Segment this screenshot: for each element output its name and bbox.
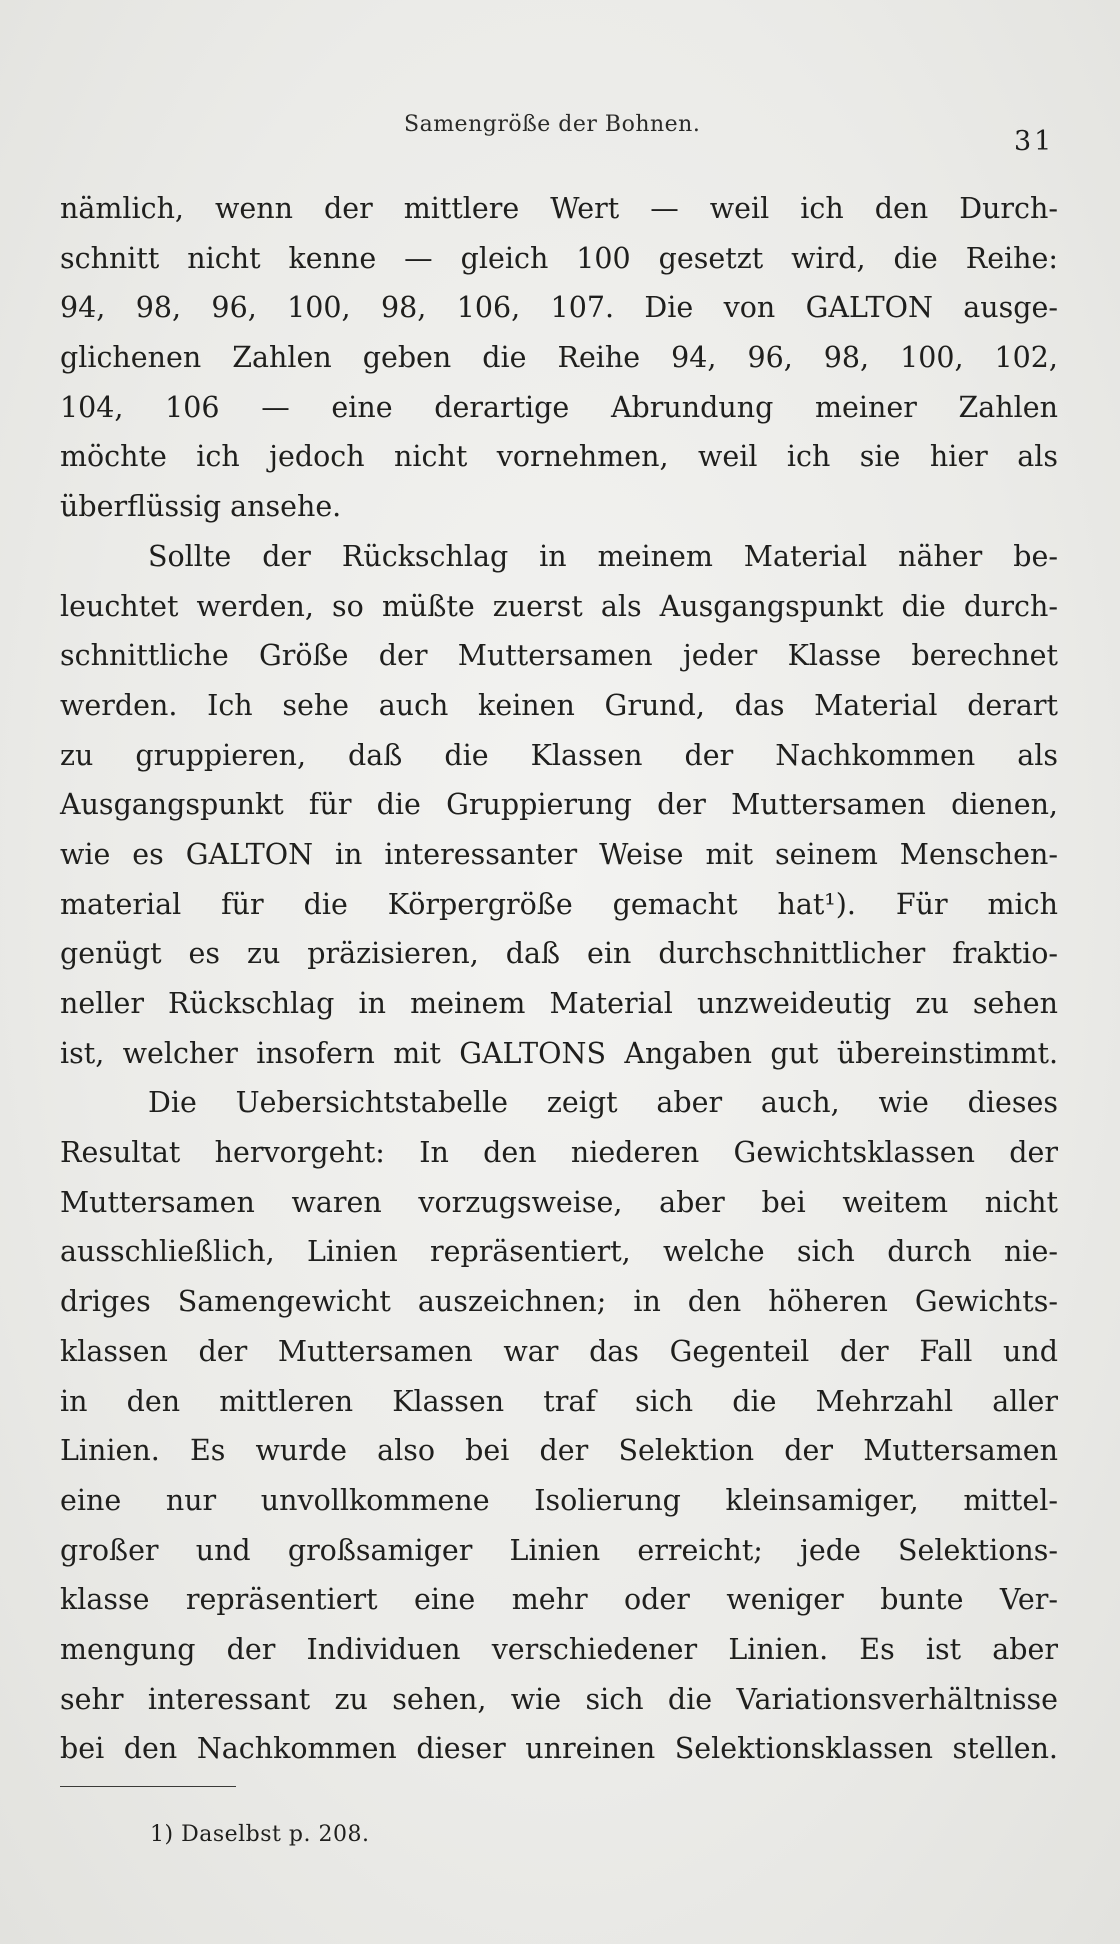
footnote-rule — [60, 1786, 236, 1787]
page-header — [0, 112, 1120, 157]
text-line: Linien. Es wurde also bei der Selektion der Muttersamen — [60, 1434, 1058, 1468]
footnote: 1) Daselbst p. 208. — [150, 1822, 370, 1847]
page-number: 31 — [1014, 126, 1055, 157]
body-text — [60, 184, 1058, 1774]
paragraph-end-line: bei den Nachkommen dieser unreinen Selektionsklassen stellen. — [60, 1732, 1058, 1766]
text-line: eine nur unvollkommene Isolierung kleinsamiger, mittel- — [60, 1483, 1058, 1517]
text-line: großer und großsamiger Linien erreicht; jede Selektions- — [60, 1533, 1058, 1567]
text-line: klassen der Muttersamen war das Gegenteil der Fall und — [60, 1334, 1058, 1368]
text-line: Resultat hervorgeht: In den niederen Gewichtsklassen der — [60, 1136, 1058, 1170]
paragraph-end-line: ist, welcher insofern mit GALTONS Angaben gut übereinstimmt. — [60, 1036, 1058, 1070]
text-line: 94, 98, 96, 100, 98, 106, 107. Die von GALTON ausge- — [60, 291, 1058, 325]
text-line: material für die Körpergröße gemacht hat¹). Für mich — [60, 887, 1058, 921]
text-line: sehr interessant zu sehen, wie sich die Variationsverhältnisse — [60, 1682, 1058, 1716]
paragraph-end-line: überflüssig ansehe. — [60, 490, 342, 524]
text-line: glichenen Zahlen geben die Reihe 94, 96, 98, 100, 102, — [60, 341, 1058, 375]
text-line: Ausgangspunkt für die Gruppierung der Muttersamen dienen, — [60, 788, 1058, 822]
text-line: in den mittleren Klassen traf sich die Mehrzahl aller — [60, 1384, 1058, 1418]
paragraph-start-line: Die Uebersichtstabelle zeigt aber auch, wie dieses — [148, 1086, 1058, 1120]
text-line: driges Samengewicht auszeichnen; in den höheren Gewichts- — [60, 1285, 1058, 1319]
text-line: schnitt nicht kenne — gleich 100 gesetzt wird, die Reihe: — [60, 241, 1058, 275]
text-line: Muttersamen waren vorzugsweise, aber bei weitem nicht — [60, 1185, 1058, 1219]
text-line: leuchtet werden, so müßte zuerst als Ausgangspunkt die durch- — [60, 589, 1058, 623]
text-line: zu gruppieren, daß die Klassen der Nachkommen als — [60, 738, 1058, 772]
running-title: Samengröße der Bohnen. — [404, 112, 701, 137]
text-line: werden. Ich sehe auch keinen Grund, das Material derart — [60, 688, 1058, 722]
text-line: wie es GALTON in interessanter Weise mit seinem Menschen- — [60, 837, 1058, 871]
text-line: möchte ich jedoch nicht vornehmen, weil ich sie hier als — [60, 440, 1058, 474]
text-line: klasse repräsentiert eine mehr oder weniger bunte Ver- — [60, 1583, 1058, 1617]
text-line: nämlich, wenn der mittlere Wert — weil ich den Durch- — [60, 192, 1058, 225]
text-line: 104, 106 — eine derartige Abrundung meiner Zahlen — [60, 390, 1058, 424]
text-line: schnittliche Größe der Muttersamen jeder Klasse berechnet — [60, 639, 1058, 673]
paragraph-start-line: Sollte der Rückschlag in meinem Material näher be- — [148, 539, 1058, 573]
text-line: genügt es zu präzisieren, daß ein durchschnittlicher fraktio- — [60, 937, 1058, 971]
text-line: neller Rückschlag in meinem Material unzweideutig zu sehen — [60, 987, 1058, 1020]
text-line: ausschließlich, Linien repräsentiert, welche sich durch nie- — [60, 1235, 1058, 1269]
text-line: mengung der Individuen verschiedener Linien. Es ist aber — [60, 1632, 1058, 1666]
